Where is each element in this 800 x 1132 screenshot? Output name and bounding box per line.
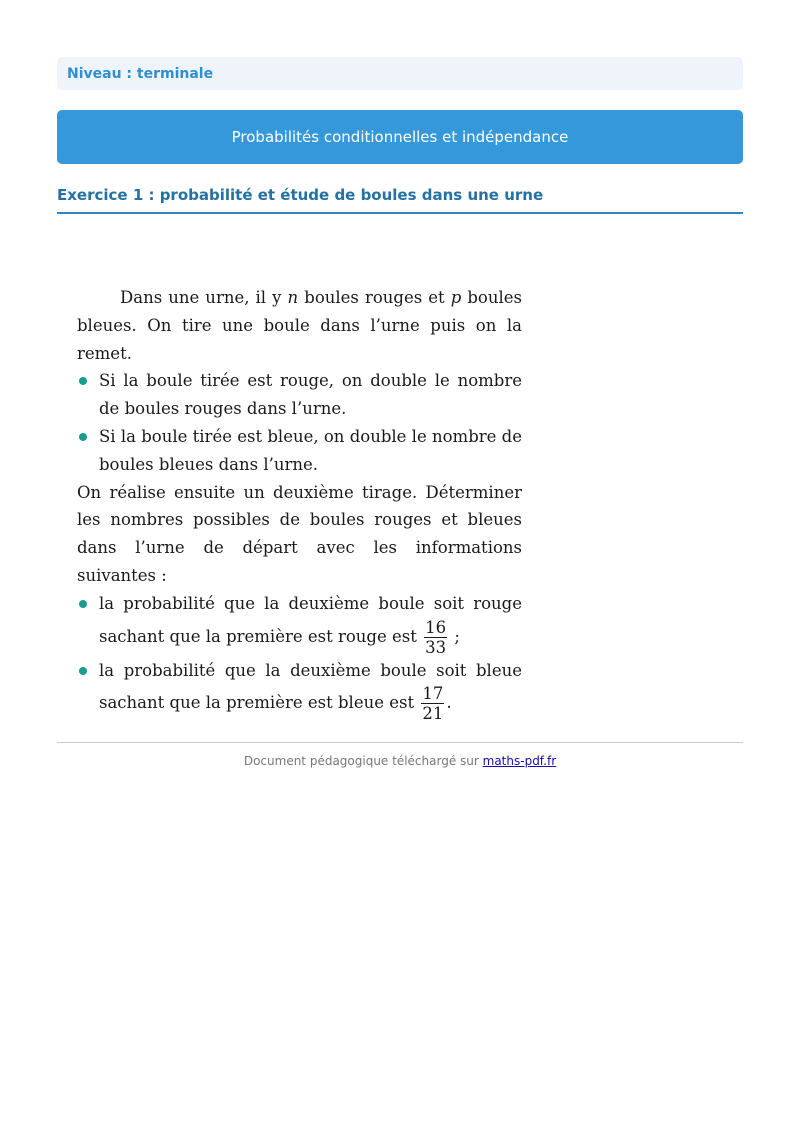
level-box — [57, 57, 743, 90]
fraction-denominator: 21 — [422, 704, 444, 724]
list-item — [77, 367, 522, 423]
fraction-denominator: 33 — [425, 637, 447, 657]
rule-text: Si la boule tirée est rouge, on double le nombre de boules rouges dans l’urne. — [99, 371, 522, 419]
bullet-icon — [79, 377, 87, 385]
intro-text-3: boules bleues. On tire une boule dans l’urne puis on la remet. — [77, 288, 522, 363]
exercise-title: Exercice 1 : probabilité et étude de boules dans une urne — [57, 186, 544, 204]
intro-text-2: boules rouges et — [298, 288, 451, 307]
variable-p: p — [450, 288, 462, 307]
bullet-icon — [79, 600, 87, 608]
exercise-question: On réalise ensuite un deuxième tirage. Déterminer les nombres possibles de boules rouges et bleues dans l’urne de départ avec les informations suivantes : — [77, 482, 522, 585]
variable-n: n — [287, 288, 299, 307]
fraction-numerator: 16 — [425, 617, 447, 637]
footer — [57, 754, 743, 768]
fraction — [421, 684, 444, 723]
fraction-numerator: 17 — [422, 684, 444, 704]
exercise-intro — [77, 284, 522, 367]
bullet-icon — [79, 667, 87, 675]
list-item — [77, 423, 522, 479]
rules-list — [77, 367, 522, 478]
footer-text: Document pédagogique téléchargé sur — [243, 754, 483, 768]
footer-link[interactable]: maths-pdf.fr — [482, 754, 557, 768]
conditions-list — [77, 590, 522, 724]
condition-suffix: . — [446, 693, 452, 713]
condition-suffix: ; — [449, 626, 460, 646]
fraction — [424, 618, 447, 657]
title-banner — [57, 110, 743, 164]
condition-text: la probabilité que la deuxième boule soit bleue sachant que la première est bleue est — [99, 660, 522, 713]
page-title: Probabilités conditionnelles et indépendance — [231, 128, 569, 146]
rule-text: Si la boule tirée est bleue, on double le nombre de boules bleues dans l’urne. — [99, 426, 522, 474]
exercise-heading — [57, 184, 743, 214]
list-item — [77, 657, 522, 724]
condition-text: la probabilité que la deuxième boule soit rouge sachant que la première est rouge est — [99, 593, 522, 646]
level-label: Niveau : terminale — [67, 65, 214, 82]
list-item — [77, 590, 522, 657]
bullet-icon — [79, 433, 87, 441]
footer-divider — [57, 742, 743, 743]
intro-text-1: Dans une urne, il y — [120, 288, 288, 307]
exercise-body — [77, 284, 522, 723]
